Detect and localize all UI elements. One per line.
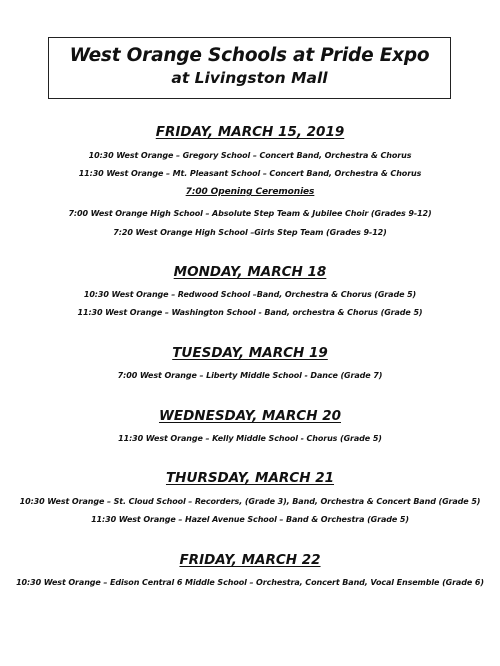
- section-heading-monday-march-18: MONDAY, MARCH 18: [173, 264, 327, 280]
- schedule-line: 11:30 West Orange – Washington School - Band, orchestra & Chorus (Grade 5): [77, 308, 423, 317]
- section-heading-thursday-march-21: THURSDAY, MARCH 21: [165, 470, 335, 486]
- schedule-line: 7:00 West Orange – Liberty Middle School - Dance (Grade 7): [117, 371, 383, 380]
- schedule-line: 7:20 West Orange High School –Girls Step Team (Grades 9-12): [113, 228, 387, 237]
- schedule-line: 10:30 West Orange – Edison Central 6 Middle School – Orchestra, Concert Band, Vocal Ensemble (Grade 6): [16, 578, 484, 587]
- section-heading-wednesday-march-20: WEDNESDAY, MARCH 20: [158, 408, 341, 424]
- section-heading-tuesday-march-19: TUESDAY, MARCH 19: [172, 345, 328, 361]
- section-heading-friday-march-15: FRIDAY, MARCH 15, 2019: [155, 124, 345, 140]
- schedule-line-opening-ceremonies: 7:00 Opening Ceremonies: [185, 187, 315, 197]
- schedule-line: 10:30 West Orange – Redwood School –Band, Orchestra & Chorus (Grade 5): [83, 290, 417, 299]
- section-heading-friday-march-22: FRIDAY, MARCH 22: [179, 552, 321, 568]
- schedule-line: 10:30 West Orange – Gregory School – Concert Band, Orchestra & Chorus: [88, 151, 412, 160]
- page-title: West Orange Schools at Pride Expo: [69, 45, 430, 66]
- schedule-line: 10:30 West Orange – St. Cloud School – Recorders, (Grade 3), Band, Orchestra & Concert Band (Grade 5): [19, 497, 481, 506]
- schedule-line: 11:30 West Orange – Hazel Avenue School – Band & Orchestra (Grade 5): [91, 515, 409, 524]
- schedule-line: 11:30 West Orange – Kelly Middle School - Chorus (Grade 5): [118, 434, 382, 443]
- schedule-line: 7:00 West Orange High School – Absolute Step Team & Jubilee Choir (Grades 9-12): [68, 209, 432, 218]
- page-subtitle: at Livingston Mall: [171, 69, 328, 87]
- title-box: [48, 37, 451, 99]
- schedule-line: 11:30 West Orange – Mt. Pleasant School – Concert Band, Orchestra & Chorus: [78, 169, 422, 178]
